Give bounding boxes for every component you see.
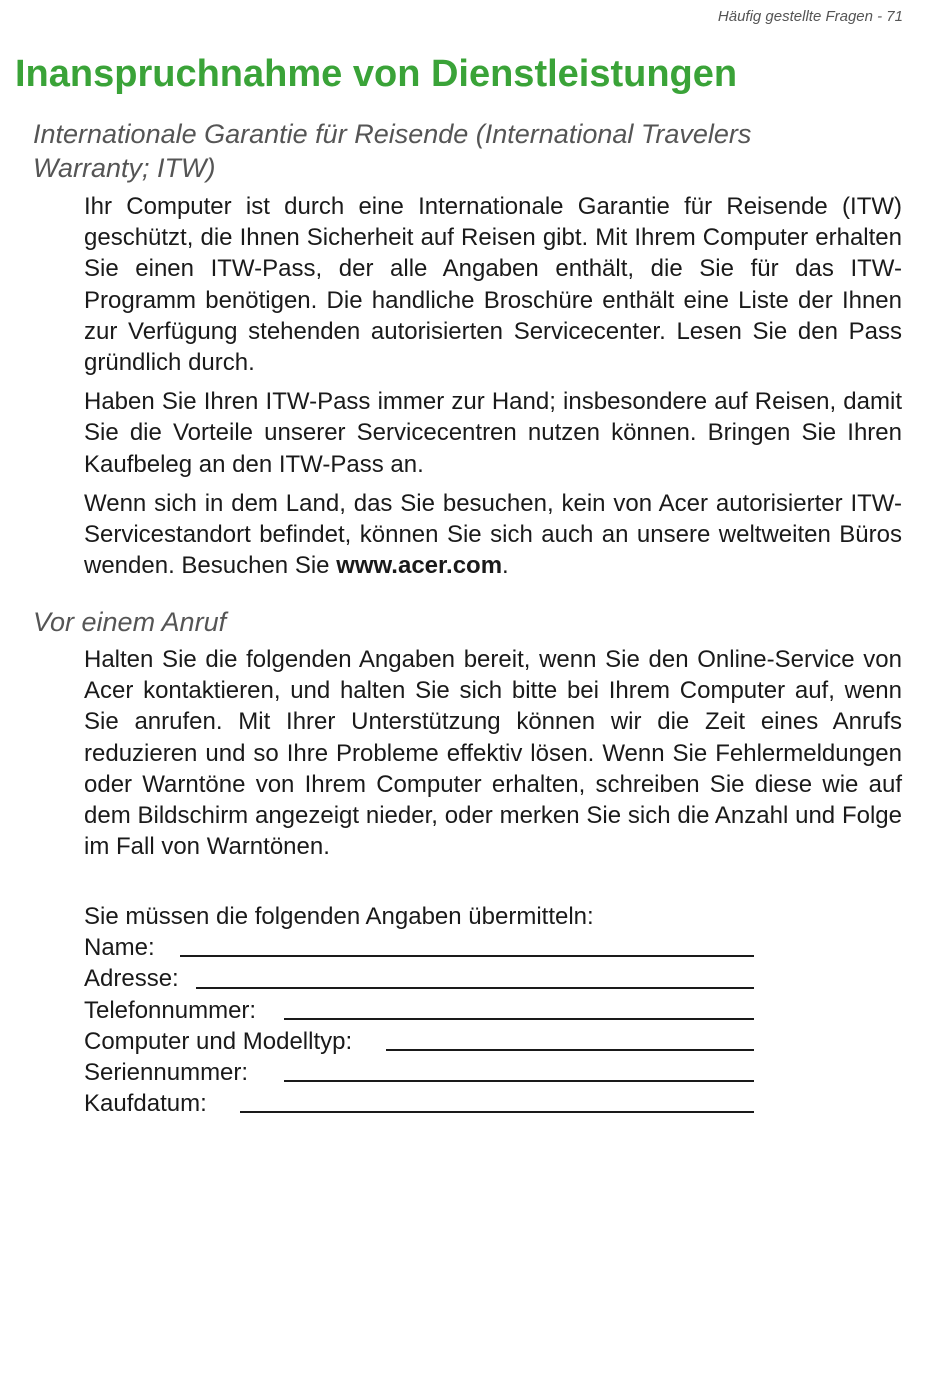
field-line-serial <box>284 1080 754 1082</box>
itw-paragraph-3 <box>84 488 902 582</box>
field-label-phone: Telefonnummer: <box>84 996 257 1024</box>
running-header: Häufig gestellte Fragen - 71 <box>717 8 903 25</box>
field-line-purchase-date <box>240 1111 754 1113</box>
section-heading-itw: Internationale Garantie für Reisende (International Travelers Warranty; ITW) <box>33 119 752 183</box>
form-row-phone <box>84 995 784 1026</box>
field-label-address: Adresse: <box>84 965 179 993</box>
itw-paragraph-3-text: Wenn sich in dem Land, das Sie besuchen, kein von Acer autorisierter ITW-Servicestandort befindet, können Sie sich auch an unsere weltweiten Büros wenden. Besuchen Sie <box>84 489 902 580</box>
section-heading-call: Vor einem Anruf <box>33 607 227 637</box>
form-row-name <box>84 932 784 963</box>
field-label-serial: Seriennummer: <box>84 1058 249 1086</box>
info-form <box>84 901 784 1119</box>
field-line-model <box>386 1049 754 1051</box>
form-row-address <box>84 963 784 994</box>
itw-paragraph-3-end: . <box>502 552 509 580</box>
page-title: Inanspruchnahme von Dienstleistungen <box>15 53 738 95</box>
call-paragraph-1: Halten Sie die folgenden Angaben bereit, wenn Sie den Online-Service von Acer kontaktieren, und halten Sie sich bitte bei Ihrem Computer auf, wenn Sie anrufen. Mit Ihrer Unterstützung können wir die Zeit eines Anrufs reduzieren und so Ihre Probleme effektiv lösen. Wenn Sie Fehlermeldungen oder Warntöne von Ihrem Computer erhalten, schreiben Sie diese wie auf dem Bildschirm angezeigt nieder, oder merken Sie sich die Anzahl und Folge im Fall von Warntönen. <box>84 646 902 861</box>
acer-website-link[interactable]: www.acer.com <box>336 552 503 580</box>
form-row-serial <box>84 1057 784 1088</box>
field-line-name <box>180 955 754 957</box>
field-line-phone <box>284 1018 754 1020</box>
section-call-body <box>84 644 902 862</box>
itw-paragraph-1: Ihr Computer ist durch eine Internationale Garantie für Reisende (ITW) geschützt, die Ihnen Sicherheit auf Reisen gibt. Mit Ihrem Computer erhalten Sie einen ITW-Pass, der alle Angaben enthält, die Sie für das ITW-Programm benötigen. Die handliche Broschüre enthält eine Liste der Ihnen zur Verfügung stehenden autorisierten Servicecenter. Lesen Sie den Pass gründlich durch. <box>84 193 902 377</box>
field-label-name: Name: <box>84 934 155 962</box>
form-row-model <box>84 1026 784 1057</box>
field-label-model: Computer und Modelltyp: <box>84 1027 353 1055</box>
form-intro: Sie müssen die folgenden Angaben übermitteln: <box>84 903 594 930</box>
field-line-address <box>196 987 754 989</box>
field-label-purchase-date: Kaufdatum: <box>84 1090 207 1118</box>
form-row-purchase-date <box>84 1088 784 1119</box>
section-itw-body <box>84 191 902 581</box>
itw-paragraph-2: Haben Sie Ihren ITW-Pass immer zur Hand; insbesondere auf Reisen, damit Sie die Vorteile unserer Servicecentren nutzen können. Bringen Sie Ihren Kaufbeleg an den ITW-Pass an. <box>84 388 902 478</box>
